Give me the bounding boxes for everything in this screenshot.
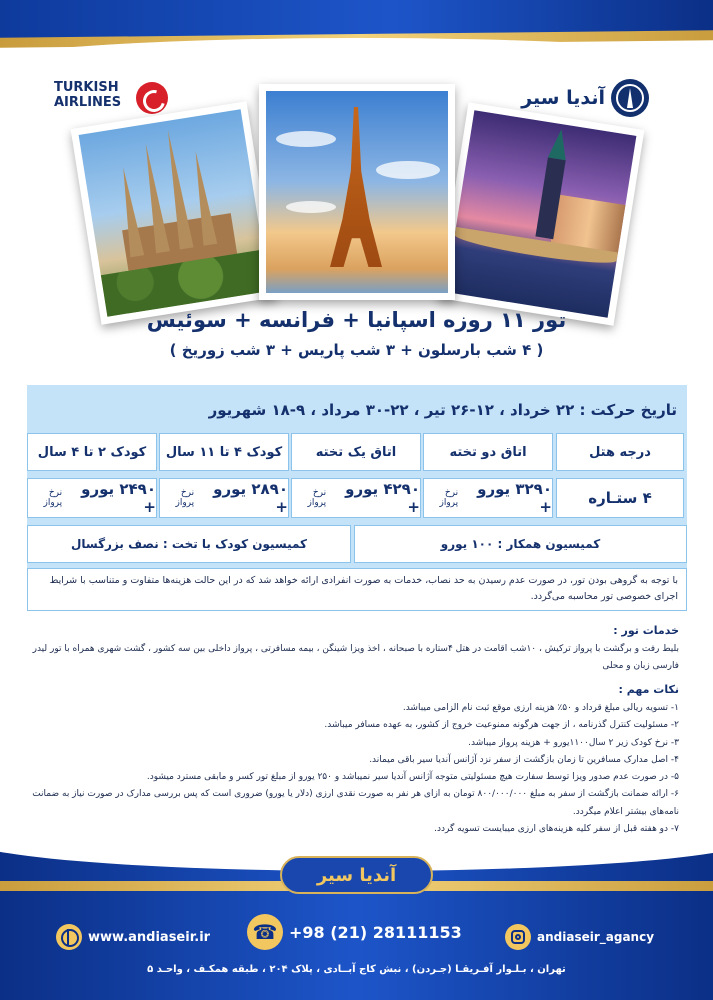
- list-item: ۵- در صورت عدم صدور ویزا توسط سفارت هیچ مسئولیتی متوجه آژانس آندیا سیر نمیباشد و ۲۵۰ یورو از مبلغ تور کسر و مابقی مسترد میشود.: [146, 772, 679, 783]
- turkish-airlines-emblem-icon: [136, 82, 168, 114]
- price-double-room: [423, 478, 553, 518]
- barcelona-photo: [71, 101, 278, 324]
- phone-text: +98 (21) 28111153: [289, 922, 462, 942]
- price-suffix: نرخ پرواز: [307, 488, 327, 508]
- globe-icon: [56, 924, 82, 950]
- eiffel-tower-icon: [330, 107, 382, 267]
- price-child-4-11: [159, 478, 289, 518]
- price-amount: ۲۴۹۰ یورو +: [81, 480, 156, 516]
- instagram-link[interactable]: [505, 922, 654, 952]
- price-single-room: [291, 478, 421, 518]
- tour-title: تور ۱۱ روزه اسپانیا + فرانسه + سوئیس: [146, 308, 567, 332]
- sagrada-familia-image: [79, 109, 270, 316]
- list-item: ۳- نرخ کودک زیر ۲ سال۱۱۰۰یورو + هزینه پرواز میباشد.: [468, 737, 679, 748]
- price-child-2-4: [27, 478, 157, 518]
- paris-photo: [259, 84, 455, 300]
- header-double-room: اتاق دو تخته: [423, 433, 553, 471]
- header-child-4-11: کودک ۴ تا ۱۱ سال: [159, 433, 289, 471]
- zurich-river-image: [446, 110, 637, 317]
- price-suffix: نرخ پرواز: [439, 488, 459, 508]
- andia-seir-emblem-icon: [611, 79, 649, 117]
- group-tour-note: با توجه به گروهی بودن تور، در صورت عدم رسیدن به حد نصاب، خدمات به صورت انفرادی ارائه خواهد شد که در این حالت هزینه‌ها متفاوت و متناسب با شرایط اجرای خصوصی تور محاسبه می‌گردد.: [27, 568, 687, 611]
- header-single-room: اتاق یک تخته: [291, 433, 421, 471]
- header-band: [0, 0, 713, 52]
- important-notes-list: [14, 700, 679, 838]
- list-item: ۴- اصل مدارک مسافرین تا زمان بازگشت از سفر نزد آژانس آندیا سیر باقی میماند.: [369, 754, 679, 765]
- price-amount: ۲۸۹۰ یورو +: [213, 480, 288, 516]
- address: تهران ، بـلـوار آفـریقـا (جـردن) ، نبش کاج آبــادی ، پلاک ۲۰۴ ، طبقه همکـف ، واحـد ۵: [147, 964, 566, 975]
- departure-dates: تاریخ حرکت : ۲۲ خرداد ، ۱۲-۲۶ تیر ، ۲۲-۳۰ مرداد ، ۹-۱۸ شهریور: [27, 393, 687, 427]
- price-suffix: نرخ پرواز: [43, 488, 63, 508]
- phone-icon: [247, 914, 283, 950]
- list-item: ۲- مسئولیت کنترل گذرنامه ، از جهت هرگونه ممنوعیت خروج از کشور، به عهده مسافر میباشد.: [324, 720, 679, 731]
- price-amount: ۳۲۹۰ یورو +: [477, 480, 552, 516]
- list-item: ۷- دو هفته قبل از سفر کلیه هزینه‌های ارزی میبایست تسویه گردد.: [434, 824, 679, 835]
- website-link[interactable]: [56, 922, 210, 952]
- list-item: ۶- ارائه ضمانت بازگشت از سفر به مبلغ ۸۰۰/۰۰۰/۰۰۰ تومان به ازای هر نفر به صورت نقدی ارزی (دلار یا یورو) ضروری است که پس بررسی مدارک در صورت نیاز به ضمانت نامه‌های بیشتر اعلام میگردد.: [32, 789, 679, 817]
- list-item: ۱- تسویه ریالی مبلغ قرداد و ۵۰٪ هزینه ارزی موقع ثبت نام الزامی میباشد.: [402, 703, 679, 713]
- services-text: بلیط رفت و برگشت با پرواز ترکیش ، ۱۰شب اقامت در هتل ۴ستاره با صبحانه ، اخذ ویزا شینگن ، بیمه مسافرتی ، پرواز داخلی بین سه کشور ، گشت شهری همراه با تور لیدر فارسی زبان و محلی: [32, 644, 679, 671]
- eiffel-tower-image: [266, 91, 448, 293]
- instagram-icon: [505, 924, 531, 950]
- price-suffix: نرخ پرواز: [175, 488, 195, 508]
- footer-brand-badge: آندیا سیر: [280, 856, 433, 894]
- website-text: www.andiaseir.ir: [88, 929, 211, 945]
- header-hotel-grade: درجه هتل: [556, 433, 684, 471]
- partner-commission: کمیسیون همکار : ۱۰۰ یورو: [354, 525, 687, 563]
- hotel-grade-value: ۴ ستـاره: [556, 478, 684, 518]
- child-commission: کمیسیون کودک با تخت : نصف بزرگسال: [27, 525, 351, 563]
- notes-title: نکات مهم :: [618, 683, 679, 696]
- phone-link[interactable]: [247, 917, 462, 947]
- header-child-2-4: کودک ۲ تا ۴ سال: [27, 433, 157, 471]
- andia-seir-logo: [521, 78, 649, 118]
- instagram-text: andiaseir_agancy: [537, 930, 655, 944]
- turkish-airlines-wordmark: TURKISH AIRLINES: [54, 80, 122, 110]
- services-title: خدمات تور :: [613, 624, 679, 637]
- agency-name: آندیا سیر: [521, 87, 605, 109]
- price-amount: ۴۲۹۰ یورو +: [345, 480, 420, 516]
- zurich-photo: [438, 102, 645, 325]
- turkish-airlines-logo: [54, 80, 176, 116]
- tour-subtitle: ( ۴ شب بارسلون + ۳ شب پاریس + ۳ شب زوریخ ): [169, 341, 544, 359]
